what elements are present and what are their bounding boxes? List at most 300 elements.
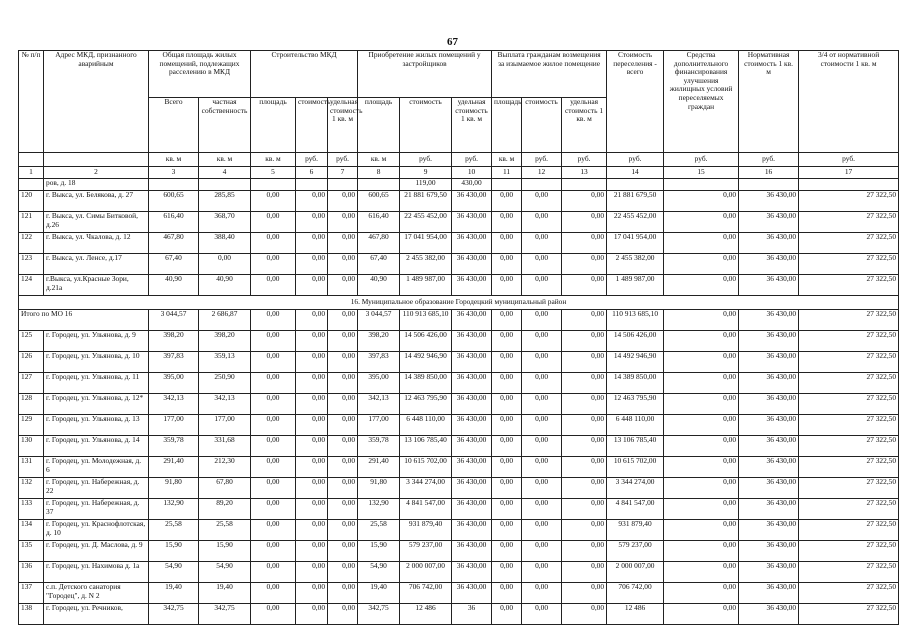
cell-c3: 132,90: [149, 499, 199, 520]
cell-c8: 91,80: [358, 478, 400, 499]
cell-c10: 36 430,00: [452, 583, 492, 604]
cell-c5: 0,00: [251, 541, 296, 562]
col-number: 2: [44, 167, 149, 179]
cell-c15: 0,00: [664, 415, 739, 436]
cell-c3: 15,90: [149, 541, 199, 562]
cell-c7: 0,00: [328, 394, 358, 415]
header-total-area-private: частная собственность: [199, 98, 251, 153]
cell-c6: 0,00: [296, 436, 328, 457]
cell-c15: 0,00: [664, 191, 739, 212]
cell-c14: 12 486: [607, 604, 664, 625]
cell-c13: 0,00: [562, 541, 607, 562]
cell-c15: 0,00: [664, 331, 739, 352]
cell-c13: 0,00: [562, 310, 607, 331]
cell-c15: 0,00: [664, 436, 739, 457]
row-address: г. Городец, ул. Ульянова, д. 9: [44, 331, 149, 352]
cell-c6: 0,00: [296, 233, 328, 254]
cell-c12: 0,00: [522, 331, 562, 352]
cell-c15: 0,00: [664, 275, 739, 296]
cell-c7: 0,00: [328, 212, 358, 233]
cell-c14: 14 389 850,00: [607, 373, 664, 394]
cell-c6: 0,00: [296, 373, 328, 394]
cell-c9: 6 448 110,00: [400, 415, 452, 436]
col-number: 5: [251, 167, 296, 179]
cell-c7: 0,00: [328, 499, 358, 520]
cell-c10: 36 430,00: [452, 331, 492, 352]
table-row: [19, 352, 899, 373]
column-numbers-row: [19, 167, 899, 179]
cell-c11: 0,00: [492, 191, 522, 212]
header-pay-unit: удельная стоимость 1 кв. м: [562, 98, 607, 153]
col-number: 9: [400, 167, 452, 179]
cell-c14: 21 881 679,50: [607, 191, 664, 212]
table-row: [19, 457, 899, 478]
cell-c4: 2 686,87: [199, 310, 251, 331]
cell-c8: 54,90: [358, 562, 400, 583]
cell-c13: 0,00: [562, 212, 607, 233]
row-address: г. Городец, ул. Молодежная, д. 6: [44, 457, 149, 478]
cell-c15: 0,00: [664, 604, 739, 625]
cell-c3: 616,40: [149, 212, 199, 233]
cell-c16: 36 430,00: [739, 254, 799, 275]
cell-c4: 177,00: [199, 415, 251, 436]
cell-c12: 0,00: [522, 499, 562, 520]
row-number: 137: [19, 583, 44, 604]
cell-c14: 13 106 785,40: [607, 436, 664, 457]
cell-c13: 0,00: [562, 394, 607, 415]
cell-c8: 132,90: [358, 499, 400, 520]
cell-c13: 0,00: [562, 562, 607, 583]
row-number: 131: [19, 457, 44, 478]
cell-c16: 36 430,00: [739, 583, 799, 604]
cell-c6: 0,00: [296, 457, 328, 478]
cell-c5: 0,00: [251, 478, 296, 499]
cell-c15: 0,00: [664, 352, 739, 373]
cell-c9: 1 489 987,00: [400, 275, 452, 296]
cell-c10: 36 430,00: [452, 394, 492, 415]
cell-c15: 0,00: [664, 541, 739, 562]
subtotal-row: [19, 310, 899, 331]
cell-c14: 3 344 274,00: [607, 478, 664, 499]
cell-c8: 177,00: [358, 415, 400, 436]
cell-c9: 2 455 382,00: [400, 254, 452, 275]
cell-c9: 17 041 954,00: [400, 233, 452, 254]
cell-c8: 395,00: [358, 373, 400, 394]
cell-c7: 0,00: [328, 191, 358, 212]
cell-c10: 36 430,00: [452, 478, 492, 499]
cell-c17: 27 322,50: [799, 541, 899, 562]
cell-c4: 40,90: [199, 275, 251, 296]
col-number: 7: [328, 167, 358, 179]
cell-c8: 67,40: [358, 254, 400, 275]
cell-c12: 0,00: [522, 212, 562, 233]
cell-c6: 0,00: [296, 352, 328, 373]
cell-c12: 0,00: [522, 478, 562, 499]
row-address: г. Городец, ул. Нахимова д. 1а: [44, 562, 149, 583]
cell-c7: 0,00: [328, 275, 358, 296]
cell-c6: 0,00: [296, 604, 328, 625]
cell-c6: 0,00: [296, 478, 328, 499]
cell-c14: 2 000 007,00: [607, 562, 664, 583]
cell-c14: 17 041 954,00: [607, 233, 664, 254]
header-num: № п/п: [19, 51, 44, 153]
cell-c10: 36 430,00: [452, 562, 492, 583]
cell-c7: 0,00: [328, 583, 358, 604]
cell-c9: 13 106 785,40: [400, 436, 452, 457]
resettlement-table: [18, 50, 899, 625]
cell-c5: 0,00: [251, 191, 296, 212]
cell-c12: 0,00: [522, 373, 562, 394]
header-address: Адрес МКД, признанного аварийным: [44, 51, 149, 153]
cell-c8: 359,78: [358, 436, 400, 457]
col-number: 17: [799, 167, 899, 179]
cell-c5: 0,00: [251, 212, 296, 233]
cell-c17: 27 322,50: [799, 275, 899, 296]
cell-c11: 0,00: [492, 583, 522, 604]
cell-c16: 36 430,00: [739, 478, 799, 499]
cell-c13: 0,00: [562, 520, 607, 541]
cell-c3: 67,40: [149, 254, 199, 275]
cell-c3: 397,83: [149, 352, 199, 373]
subtotal-label: Итого по МО 16: [19, 310, 149, 331]
cell-c13: 0,00: [562, 233, 607, 254]
cell-c6: 0,00: [296, 191, 328, 212]
cell-c13: 0,00: [562, 583, 607, 604]
row-number: 128: [19, 394, 44, 415]
row-number: 138: [19, 604, 44, 625]
cell-c7: 0,00: [328, 478, 358, 499]
cell-c11: 0,00: [492, 331, 522, 352]
header-pay-cost: стоимость: [522, 98, 562, 153]
cell-c15: 0,00: [664, 394, 739, 415]
header-total-area-all: Всего: [149, 98, 199, 153]
cell-c6: 0,00: [296, 212, 328, 233]
cell-c8: 397,83: [358, 352, 400, 373]
cell-c9: 931 879,40: [400, 520, 452, 541]
cell-c6: 0,00: [296, 415, 328, 436]
cell-c11: 0,00: [492, 499, 522, 520]
section-title: 16. Муниципальное образование Городецкий муниципальный район: [19, 296, 899, 310]
row-number: 136: [19, 562, 44, 583]
cell-c9: 110 913 685,10: [400, 310, 452, 331]
cell-c10: 36 430,00: [452, 436, 492, 457]
cell-c11: 0,00: [492, 520, 522, 541]
cell-c16: 36 430,00: [739, 352, 799, 373]
cell-c10: 36 430,00: [452, 275, 492, 296]
cell-c5: 0,00: [251, 415, 296, 436]
cell-c17: 27 322,50: [799, 436, 899, 457]
cell-c4: 398,20: [199, 331, 251, 352]
cell-c3: 342,13: [149, 394, 199, 415]
cell-c12: 0,00: [522, 604, 562, 625]
unit-cell: руб.: [452, 153, 492, 167]
row-address: г. Городец, ул. Краснофлотская, д. 10: [44, 520, 149, 541]
table-row: [19, 191, 899, 212]
cell-c10: 36 430,00: [452, 254, 492, 275]
cell-c3: 91,80: [149, 478, 199, 499]
cell-c13: 0,00: [562, 254, 607, 275]
row-number: 121: [19, 212, 44, 233]
cell-c5: 0,00: [251, 352, 296, 373]
cell-c13: 0,00: [562, 478, 607, 499]
unit-cell: руб.: [607, 153, 664, 167]
cell-c3: 40,90: [149, 275, 199, 296]
cell-c6: 0,00: [296, 254, 328, 275]
cell-c9: 21 881 679,50: [400, 191, 452, 212]
cell-c16: 36 430,00: [739, 233, 799, 254]
row-number: 133: [19, 499, 44, 520]
table-row: [19, 499, 899, 520]
cell-c15: 0,00: [664, 373, 739, 394]
unit-cell: руб.: [664, 153, 739, 167]
cell-c16: 36 430,00: [739, 604, 799, 625]
row-address: г. Городец, ул. Ульянова, д. 12*: [44, 394, 149, 415]
table-row: [19, 275, 899, 296]
col-number: 16: [739, 167, 799, 179]
cell-c17: 27 322,50: [799, 373, 899, 394]
header-purchase: Приобретение жилых помещений у застройщиков: [358, 51, 492, 98]
unit-cell: руб.: [562, 153, 607, 167]
table-row: [19, 254, 899, 275]
col-number: 3: [149, 167, 199, 179]
row-number: 124: [19, 275, 44, 296]
cell-c6: 0,00: [296, 583, 328, 604]
cell-c10: 36 430,00: [452, 520, 492, 541]
cell-c17: 27 322,50: [799, 394, 899, 415]
cell-c14: 12 463 795,90: [607, 394, 664, 415]
cell-c12: 0,00: [522, 520, 562, 541]
cell-c10: 36 430,00: [452, 310, 492, 331]
cell-c16: 36 430,00: [739, 562, 799, 583]
row-address: г. Выкса, ул. Чкалова, д. 12: [44, 233, 149, 254]
cell-c5: 0,00: [251, 394, 296, 415]
continuation-cost: 119,00: [400, 179, 452, 191]
col-number: 14: [607, 167, 664, 179]
cell-c10: 36 430,00: [452, 233, 492, 254]
cell-c16: 36 430,00: [739, 191, 799, 212]
cell-c3: 25,58: [149, 520, 199, 541]
cell-c4: 0,00: [199, 254, 251, 275]
cell-c16: 36 430,00: [739, 331, 799, 352]
cell-c15: 0,00: [664, 457, 739, 478]
cell-c8: 600,65: [358, 191, 400, 212]
row-address: г. Городец, ул. Речников,: [44, 604, 149, 625]
row-address: г. Городец, ул. Ульянова, д. 13: [44, 415, 149, 436]
cell-c14: 14 492 946,90: [607, 352, 664, 373]
col-number: 13: [562, 167, 607, 179]
cell-c10: 36 430,00: [452, 373, 492, 394]
col-number: 10: [452, 167, 492, 179]
cell-c16: 36 430,00: [739, 310, 799, 331]
cell-c11: 0,00: [492, 394, 522, 415]
cell-c12: 0,00: [522, 457, 562, 478]
cell-c11: 0,00: [492, 457, 522, 478]
continuation-row: [19, 179, 899, 191]
col-number: 12: [522, 167, 562, 179]
cell-c13: 0,00: [562, 373, 607, 394]
cell-c4: 368,70: [199, 212, 251, 233]
cell-c15: 0,00: [664, 520, 739, 541]
cell-c14: 931 879,40: [607, 520, 664, 541]
cell-c4: 388,40: [199, 233, 251, 254]
cell-c9: 10 615 702,00: [400, 457, 452, 478]
cell-c3: 177,00: [149, 415, 199, 436]
cell-c12: 0,00: [522, 352, 562, 373]
cell-c6: 0,00: [296, 562, 328, 583]
cell-c8: 342,13: [358, 394, 400, 415]
header-total-area: Общая площадь жилых помещений, подлежащих расселению в МКД: [149, 51, 251, 98]
row-address: г. Городец, ул. Ульянова, д. 11: [44, 373, 149, 394]
cell-c7: 0,00: [328, 331, 358, 352]
cell-c7: 0,00: [328, 233, 358, 254]
cell-c6: 0,00: [296, 310, 328, 331]
header-constr-area: площадь: [251, 98, 296, 153]
cell-c10: 36: [452, 604, 492, 625]
cell-c8: 25,58: [358, 520, 400, 541]
cell-c17: 27 322,50: [799, 191, 899, 212]
cell-c4: 89,20: [199, 499, 251, 520]
cell-c16: 36 430,00: [739, 415, 799, 436]
col-number: 6: [296, 167, 328, 179]
unit-cell: кв. м: [358, 153, 400, 167]
units-row: [19, 153, 899, 167]
cell-c12: 0,00: [522, 275, 562, 296]
row-address: г. Городец, ул. Набережная, д. 22: [44, 478, 149, 499]
cell-c5: 0,00: [251, 310, 296, 331]
table-row: [19, 562, 899, 583]
cell-c3: 600,65: [149, 191, 199, 212]
row-address: г. Выкса, ул. Симы Битковой, д.26: [44, 212, 149, 233]
table-row: [19, 520, 899, 541]
cell-c16: 36 430,00: [739, 520, 799, 541]
cell-c8: 3 044,57: [358, 310, 400, 331]
unit-cell: руб.: [400, 153, 452, 167]
cell-c17: 27 322,50: [799, 254, 899, 275]
cell-c11: 0,00: [492, 373, 522, 394]
row-number: 127: [19, 373, 44, 394]
cell-c17: 27 322,50: [799, 562, 899, 583]
cell-c3: 19,40: [149, 583, 199, 604]
cell-c6: 0,00: [296, 541, 328, 562]
cell-c12: 0,00: [522, 254, 562, 275]
cell-c12: 0,00: [522, 583, 562, 604]
header-pay-area: площадь: [492, 98, 522, 153]
page-number: 67: [447, 36, 458, 48]
unit-cell: руб.: [739, 153, 799, 167]
cell-c9: 706 742,00: [400, 583, 452, 604]
cell-c4: 15,90: [199, 541, 251, 562]
cell-c3: 395,00: [149, 373, 199, 394]
cell-c10: 36 430,00: [452, 191, 492, 212]
row-address: г. Городец, ул. Ульянова, д. 10: [44, 352, 149, 373]
cell-c6: 0,00: [296, 275, 328, 296]
cell-c17: 27 322,50: [799, 331, 899, 352]
cell-c3: 398,20: [149, 331, 199, 352]
table-row: [19, 583, 899, 604]
cell-c8: 398,20: [358, 331, 400, 352]
cell-c11: 0,00: [492, 604, 522, 625]
cell-c5: 0,00: [251, 254, 296, 275]
row-address: г. Выкса, ул. Ленсе, д.17: [44, 254, 149, 275]
cell-c10: 36 430,00: [452, 352, 492, 373]
cell-c17: 27 322,50: [799, 499, 899, 520]
table-row: [19, 436, 899, 457]
cell-c15: 0,00: [664, 499, 739, 520]
cell-c5: 0,00: [251, 520, 296, 541]
row-address: с.п. Детского санатория "Городец", д. N 2: [44, 583, 149, 604]
cell-c8: 40,90: [358, 275, 400, 296]
cell-c5: 0,00: [251, 233, 296, 254]
cell-c12: 0,00: [522, 415, 562, 436]
cell-c10: 36 430,00: [452, 457, 492, 478]
cell-c5: 0,00: [251, 373, 296, 394]
cell-c12: 0,00: [522, 233, 562, 254]
cell-c9: 14 506 426,00: [400, 331, 452, 352]
row-number: 132: [19, 478, 44, 499]
cell-c12: 0,00: [522, 436, 562, 457]
row-number: 134: [19, 520, 44, 541]
cell-c10: 36 430,00: [452, 415, 492, 436]
cell-c17: 27 322,50: [799, 415, 899, 436]
cell-c8: 467,80: [358, 233, 400, 254]
cell-c13: 0,00: [562, 415, 607, 436]
cell-c17: 27 322,50: [799, 310, 899, 331]
cell-c3: 291,40: [149, 457, 199, 478]
cell-c4: 67,80: [199, 478, 251, 499]
cell-c13: 0,00: [562, 457, 607, 478]
cell-c5: 0,00: [251, 583, 296, 604]
table-row: [19, 478, 899, 499]
cell-c16: 36 430,00: [739, 275, 799, 296]
cell-c13: 0,00: [562, 331, 607, 352]
cell-c11: 0,00: [492, 212, 522, 233]
cell-c13: 0,00: [562, 499, 607, 520]
cell-c4: 342,75: [199, 604, 251, 625]
table-row: [19, 394, 899, 415]
cell-c7: 0,00: [328, 604, 358, 625]
cell-c9: 579 237,00: [400, 541, 452, 562]
cell-c3: 359,78: [149, 436, 199, 457]
cell-c13: 0,00: [562, 352, 607, 373]
table-row: [19, 541, 899, 562]
unit-cell: руб.: [522, 153, 562, 167]
cell-c11: 0,00: [492, 233, 522, 254]
cell-c15: 0,00: [664, 233, 739, 254]
cell-c8: 342,75: [358, 604, 400, 625]
cell-c15: 0,00: [664, 310, 739, 331]
row-address: г. Городец, ул. Набережная, д. 37: [44, 499, 149, 520]
cell-c16: 36 430,00: [739, 457, 799, 478]
header-purch-area: площадь: [358, 98, 400, 153]
header-construction: Строительство МКД: [251, 51, 358, 98]
unit-cell: кв. м: [149, 153, 199, 167]
col-number: 1: [19, 167, 44, 179]
cell-c9: 14 492 946,90: [400, 352, 452, 373]
cell-c7: 0,00: [328, 352, 358, 373]
row-number: 126: [19, 352, 44, 373]
cell-c4: 212,30: [199, 457, 251, 478]
cell-c11: 0,00: [492, 541, 522, 562]
cell-c11: 0,00: [492, 478, 522, 499]
cell-c7: 0,00: [328, 520, 358, 541]
cell-c10: 36 430,00: [452, 499, 492, 520]
cell-c14: 4 841 547,00: [607, 499, 664, 520]
cell-c14: 22 455 452,00: [607, 212, 664, 233]
cell-c9: 12 463 795,90: [400, 394, 452, 415]
cell-c4: 331,68: [199, 436, 251, 457]
cell-c16: 36 430,00: [739, 212, 799, 233]
cell-c12: 0,00: [522, 191, 562, 212]
